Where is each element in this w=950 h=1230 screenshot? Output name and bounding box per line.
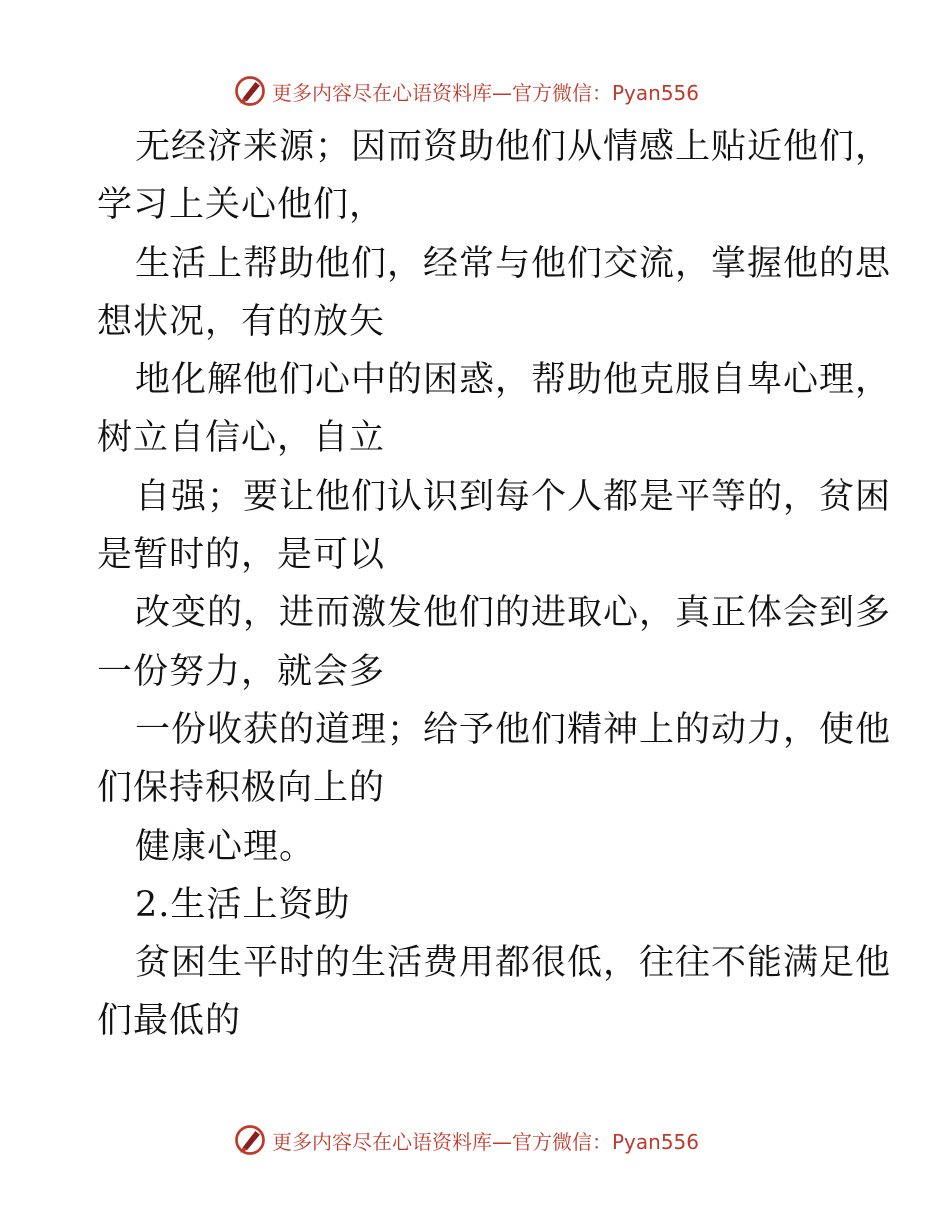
footer-banner	[232, 1120, 699, 1160]
text-line: 改变的，进而激发他们的进取心，真正体会到多	[135, 593, 892, 634]
text-line: 们最低的	[97, 1001, 242, 1042]
footer-brand-text: 更多内容尽在心语资料库	[272, 1129, 492, 1154]
text-line: 学习上关心他们，	[97, 185, 386, 226]
text-line: 自强；要让他们认识到每个人都是平等的，贫困	[135, 476, 892, 517]
section-heading: 2.生活上资助	[135, 884, 351, 925]
text-line: 健康心理。	[135, 826, 316, 867]
text-line: 一份收获的道理；给予他们精神上的动力，使他	[135, 709, 892, 750]
footer-wechat-text: —官方微信：Pyan556	[492, 1129, 700, 1154]
header-brand-text: 更多内容尽在心语资料库	[272, 80, 492, 105]
text-line: 想状况，有的放矢	[97, 301, 386, 342]
header-banner	[232, 71, 699, 111]
header-wechat-text: —官方微信：Pyan556	[492, 80, 700, 105]
text-line: 树立自信心，自立	[97, 418, 386, 459]
text-line: 贫困生平时的生活费用都很低，往往不能满足他	[135, 943, 892, 984]
text-line: 生活上帮助他们，经常与他们交流，掌握他的思	[135, 243, 892, 284]
text-line: 们保持积极向上的	[97, 768, 386, 809]
document-body	[97, 118, 892, 1051]
text-line: 无经济来源；因而资助他们从情感上贴近他们，	[135, 127, 892, 167]
pen-logo-icon	[232, 1122, 268, 1158]
text-line: 一份努力，就会多	[97, 651, 386, 692]
pen-logo-icon	[232, 73, 268, 109]
text-line: 是暂时的，是可以	[97, 535, 386, 576]
text-line: 地化解他们心中的困惑，帮助他克服自卑心理，	[135, 360, 892, 401]
